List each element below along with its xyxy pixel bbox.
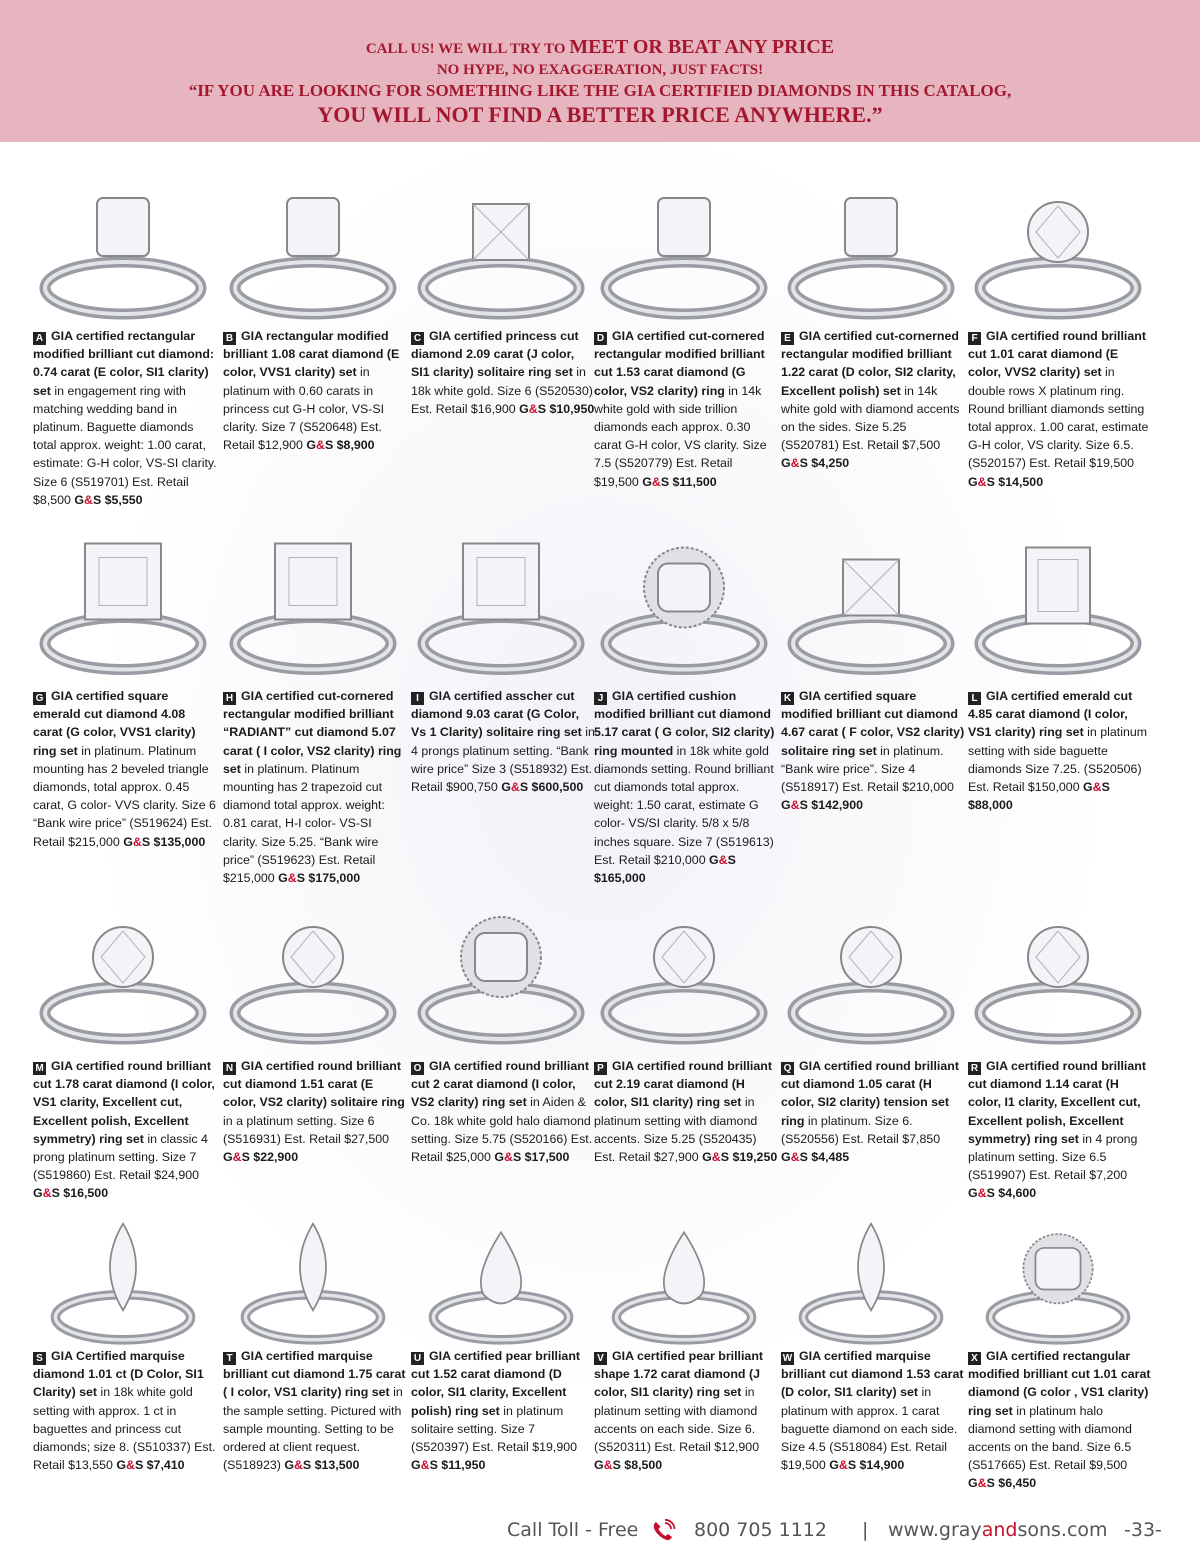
gs-logo-amp: & xyxy=(603,1458,613,1473)
gs-logo-g: G xyxy=(501,780,511,795)
item-price xyxy=(74,493,142,507)
ring-image-h xyxy=(223,518,403,683)
item-letter-badge: V xyxy=(594,1352,607,1365)
ring-image-l xyxy=(968,518,1148,683)
item-price-value: $17,500 xyxy=(521,1150,570,1165)
gs-logo-amp: & xyxy=(977,1476,987,1491)
ring-image-b xyxy=(223,165,403,325)
page-footer xyxy=(0,1512,1200,1552)
promo-banner xyxy=(0,0,1200,142)
ring-image-k xyxy=(781,518,961,683)
catalog-item-u xyxy=(411,1347,595,1474)
item-price-value: $7,410 xyxy=(143,1458,185,1473)
gs-logo-amp: & xyxy=(420,1458,430,1473)
item-details: in 18k white gold. Size 6 (S520530) Est. Retail $16,900 xyxy=(411,365,593,416)
item-details: in platinum solitaire setting. Size 7 (S520397) Est. Retail $19,900 xyxy=(411,1403,578,1455)
catalog-item-f xyxy=(968,327,1152,491)
item-title: GIA certified rectangular modified brilliant cut 1.01 carat diamond (G color , VS1 clarity) ring set xyxy=(968,1349,1151,1418)
gs-logo-s: S xyxy=(660,474,670,489)
catalog-item-x xyxy=(968,1347,1152,1493)
gs-logo-s: S xyxy=(302,1458,312,1473)
item-letter-badge: A xyxy=(33,332,46,345)
item-details: in engagement ring with matching wedding band in platinum. Baguette diamonds total approx. weight: 1.00 carat, estimate: G-H color, VS-SI clarity. Size 6 (S519701) Est. Retail $8,500 xyxy=(33,383,217,507)
item-details: in platinum with 0.60 carats in princess cut G-H color, VS-SI clarity. Size 7 (S520648) Est. Retail $12,900 xyxy=(223,365,385,453)
item-letter-badge: W xyxy=(782,1353,793,1364)
gs-logo-s: S xyxy=(612,1458,621,1473)
item-price-value: $600,500 xyxy=(528,780,584,795)
gs-logo-s: S xyxy=(1101,780,1110,795)
item-price xyxy=(781,1150,849,1164)
footer-call-label: Call Toll - Free xyxy=(507,1519,639,1541)
gs-logo-amp: & xyxy=(287,871,297,886)
item-price xyxy=(306,438,374,452)
gs-logo-amp: & xyxy=(510,780,520,795)
item-letter-badge: R xyxy=(968,1062,981,1075)
gs-logo-s: S xyxy=(51,1186,60,1201)
item-price xyxy=(829,1458,904,1472)
item-price xyxy=(411,1458,485,1472)
item-title: GIA certified marquise brilliant cut diamond 1.75 carat ( I color, VS1 clarity) ring set xyxy=(223,1349,406,1400)
gs-logo-g: G xyxy=(781,798,791,813)
catalog-item-v xyxy=(594,1347,778,1474)
gs-logo-g: G xyxy=(702,1150,712,1165)
item-details: in double rows X platinum ring. Round brilliant diamonds setting total approx. 1.00 carat, estimate G-H color, VS clarity. Size 6.5. (S520157) Est. Retail $19,500 xyxy=(968,365,1149,471)
ring-image-n xyxy=(223,890,403,1050)
gs-logo-s: S xyxy=(512,1150,522,1165)
ring-image-w xyxy=(781,1215,961,1345)
ring-image-x xyxy=(968,1215,1148,1345)
item-details: in 14k white gold with diamond accents on the sides. Size 5.25 (S520781) Est. Retail $7,500 xyxy=(781,383,960,453)
catalog-item-l xyxy=(968,687,1152,814)
item-details: in the sample setting. Pictured with sample mounting. Setting to be ordered at client request. (S518923) xyxy=(223,1385,403,1473)
gs-logo-s: S xyxy=(519,780,529,795)
gs-logo-amp: & xyxy=(790,798,800,813)
item-letter-badge: U xyxy=(411,1352,424,1365)
item-price-value: $14,500 xyxy=(994,474,1044,489)
item-price-value: $8,900 xyxy=(333,438,375,453)
item-price xyxy=(642,475,716,489)
item-letter-badge: P xyxy=(594,1062,607,1075)
catalog-item-d xyxy=(594,327,778,491)
item-price-value: $142,900 xyxy=(807,798,863,813)
item-price-value: $88,000 xyxy=(968,798,1013,813)
ring-image-i xyxy=(411,518,591,683)
item-letter-badge: K xyxy=(781,692,794,705)
gs-logo-amp: & xyxy=(42,1186,52,1201)
item-price-value: $13,500 xyxy=(311,1458,360,1473)
gs-logo-amp: & xyxy=(1092,780,1102,795)
gs-logo-amp: & xyxy=(504,1150,513,1165)
catalog-item-j xyxy=(594,687,778,887)
item-price-value: $4,250 xyxy=(807,456,850,471)
item-price xyxy=(781,798,863,812)
item-price-value: $11,950 xyxy=(437,1458,486,1473)
gs-logo-s: S xyxy=(720,1150,729,1165)
gs-logo-g: G xyxy=(284,1458,294,1473)
banner-line-4: YOU WILL NOT FIND A BETTER PRICE ANYWHERE.” xyxy=(317,102,883,127)
catalog-item-e xyxy=(781,327,965,473)
catalog-item-o xyxy=(411,1057,595,1166)
item-letter-badge: S xyxy=(33,1352,46,1365)
gs-logo-s: S xyxy=(324,438,334,453)
item-price-value: $14,900 xyxy=(856,1458,905,1473)
item-price xyxy=(594,1458,662,1472)
item-price-value: $11,500 xyxy=(669,474,717,489)
gs-logo-s: S xyxy=(241,1150,250,1165)
catalog-item-a xyxy=(33,327,217,509)
gs-logo-s: S xyxy=(847,1458,857,1473)
item-title: GIA certified round brilliant cut 2 carat diamond (I color, VS2 clarity) ring set xyxy=(411,1059,589,1110)
gs-logo-s: S xyxy=(92,492,102,507)
site-and: and xyxy=(981,1519,1018,1541)
item-price-value: $6,450 xyxy=(994,1476,1037,1491)
gs-logo-amp: & xyxy=(790,456,800,471)
item-title: GIA certified square modified brilliant cut diamond 4.67 carat ( F color, VS2 clarity) solitaire ring set xyxy=(781,689,965,758)
gs-logo-g: G xyxy=(278,871,288,886)
item-letter-badge: O xyxy=(411,1062,424,1075)
catalog-item-b xyxy=(223,327,407,454)
gs-logo-g: G xyxy=(968,474,978,489)
gs-logo-amp: & xyxy=(126,1458,135,1473)
gs-logo-amp: & xyxy=(711,1150,721,1165)
gs-logo-g: G xyxy=(223,1150,233,1165)
ring-image-a xyxy=(33,165,213,325)
ring-image-u xyxy=(411,1215,591,1345)
catalog-item-r xyxy=(968,1057,1152,1203)
item-details: in platinum. Platinum mounting has 2 beveled triangle diamonds, total approx. 0.45 carat, G color- VVS clarity. Size 6 “Bank wire price” (S519624) Est. Retail $215,000 xyxy=(33,743,216,849)
site-suffix: sons.com xyxy=(1017,1519,1108,1541)
gs-logo-g: G xyxy=(781,456,791,471)
item-letter-badge: L xyxy=(968,692,981,705)
item-price xyxy=(284,1458,359,1472)
gs-logo-g: G xyxy=(829,1458,839,1473)
item-letter-badge: B xyxy=(223,332,236,345)
item-price-value: $10,950 xyxy=(546,401,595,416)
item-title: GIA certified round brilliant cut diamond 1.51 carat (E color, VS2 clarity) solitaire ring xyxy=(223,1059,405,1110)
item-price xyxy=(123,835,205,849)
item-title: GIA certified cut-cornered rectangular modified brilliant “RADIANT” cut diamond 5.07 carat ( I color, VS2 clarity) ring set xyxy=(223,689,402,776)
item-title: GIA certified cushion modified brilliant cut diamond 5.17 carat ( G color, SI2 clarity) ring mounted xyxy=(594,689,775,758)
gs-logo-amp: & xyxy=(977,1186,987,1201)
item-price xyxy=(278,871,360,885)
item-details: in platinum. Platinum mounting has 2 trapezoid cut diamond total approx. weight: 0.81 carat, H-I color- VS-SI clarity. Size 5.25. “Bank wire price” (S519623) Est. Retail $215,000 xyxy=(223,761,385,886)
item-details: in Aiden & Co. 18k white gold halo diamond setting. Size 5.75 (S520166) Est. Retail $25,000 xyxy=(411,1095,593,1165)
catalog-item-w xyxy=(781,1347,965,1474)
item-price-value: $4,600 xyxy=(994,1186,1037,1201)
gs-logo-amp: & xyxy=(651,474,661,489)
gs-logo-g: G xyxy=(781,1150,791,1165)
item-details: in 18k white gold setting with approx. 1 ct in baguettes and princess cut diamonds; size 8. (S510337) Est. Retail $13,550 xyxy=(33,1385,216,1473)
phone-icon xyxy=(650,1519,678,1543)
item-details: in 4 prong platinum setting. Size 6.5 (S519907) Est. Retail $7,200 xyxy=(968,1131,1138,1183)
gs-logo-amp: & xyxy=(718,852,728,867)
gs-logo-g: G xyxy=(968,1476,978,1491)
item-title: GIA certified round brilliant cut 1.78 carat diamond (I color, VS1 clarity, Excellent cut, Excellent polish, Excellent symmetry) ring set xyxy=(33,1059,215,1146)
item-title: GIA certified round brilliant cut diamond 1.14 carat (H color, I1 clarity, Excellent cut, Excellent polish, Excellent symmetry) ring set xyxy=(968,1059,1146,1146)
gs-logo-g: G xyxy=(494,1150,504,1165)
page-number: -33- xyxy=(1124,1519,1162,1541)
ring-image-q xyxy=(781,890,961,1050)
gs-logo-s: S xyxy=(141,834,151,849)
item-price-value: $135,000 xyxy=(150,834,206,849)
gs-logo-amp: & xyxy=(838,1458,848,1473)
gs-logo-s: S xyxy=(799,798,808,813)
ring-image-f xyxy=(968,165,1148,325)
item-title: GIA certified cut-cornered rectangular modified brilliant cut 1.53 carat diamond (G color, VS2 clarity) ring xyxy=(594,329,765,398)
gs-logo-s: S xyxy=(727,852,736,867)
ring-image-s xyxy=(33,1215,213,1345)
item-price-value: $175,000 xyxy=(304,871,361,886)
item-price xyxy=(33,1186,108,1200)
gs-logo-amp: & xyxy=(528,401,538,416)
ring-image-c xyxy=(411,165,591,325)
item-details: in 4 prongs platinum setting. “Bank wire price” Size 3 (S518932) Est. Retail $900,750 xyxy=(411,725,595,795)
gs-logo-s: S xyxy=(799,456,808,471)
ring-image-g xyxy=(33,518,213,683)
item-details: in 18k white gold diamonds setting. Round brilliant cut diamonds total approx. weight: 1.50 carat, estimate G color- VS/SI clarity. 5/8 x 5/8 inches square. Size 7 (S519613) Est. Retail $210,000 xyxy=(594,743,774,867)
item-price xyxy=(968,475,1043,489)
item-price xyxy=(781,456,849,470)
item-letter-badge: G xyxy=(33,692,46,705)
item-title: GIA certified pear brilliant cut 1.52 carat diamond (D color, SI1 clarity, Excellent polish) ring set xyxy=(411,1349,581,1418)
item-details: in platinum setting with side baguette diamonds Size 7.25. (S520506) Est. Retail $150,000 xyxy=(968,725,1148,795)
gs-logo-amp: & xyxy=(293,1458,303,1473)
site-prefix: www.gray xyxy=(888,1519,982,1541)
gs-logo-s: S xyxy=(986,1476,995,1491)
catalog-item-h xyxy=(223,687,407,887)
item-title: GIA Certified marquise diamond 1.01 ct (D Color, SI1 Clarity) set xyxy=(33,1349,204,1400)
item-details: in platinum setting with diamond accents on each side. Size 6. (S520311) Est. Retail $12,900 xyxy=(594,1385,760,1455)
footer-phone-number[interactable]: 800 705 1112 xyxy=(694,1519,827,1541)
item-details: in platinum setting with diamond accents. Size 5.25 (S520435) Est. Retail $27,900 xyxy=(594,1095,758,1165)
gs-logo-g: G xyxy=(968,1186,978,1201)
item-title: GIA rectangular modified brilliant 1.08 carat diamond (E color, VVS1 clarity) set xyxy=(223,329,400,380)
ring-image-j xyxy=(594,518,774,683)
item-title: GIA certified square emerald cut diamond 4.08 carat (G color, VVS1 clarity) ring set xyxy=(33,689,196,758)
banner-line-1-emphasis: MEET OR BEAT ANY PRICE xyxy=(569,36,835,58)
footer-separator: | xyxy=(862,1519,869,1541)
item-title: GIA certified pear brilliant shape 1.72 carat diamond (J color, SI1 clarity) ring set xyxy=(594,1349,764,1400)
item-title: GIA certified round brilliant cut 1.01 carat diamond (E color, VVS2 clarity) set xyxy=(968,329,1146,380)
item-title: GIA certified princess cut diamond 2.09 carat (J color, SI1 clarity) solitaire ring set xyxy=(411,329,579,380)
item-letter-badge: T xyxy=(223,1352,236,1365)
gs-logo-g: G xyxy=(1083,780,1093,795)
item-price xyxy=(968,1186,1036,1200)
catalog-item-m xyxy=(33,1057,217,1203)
item-details: in platinum. Size 6. (S520556) Est. Retail $7,850 xyxy=(781,1113,941,1146)
item-title: GIA certified marquise brilliant cut diamond 1.53 carat (D color, SI1 clarity) set xyxy=(781,1349,964,1400)
gs-logo-g: G xyxy=(709,852,719,867)
item-price xyxy=(116,1458,184,1472)
gs-logo-amp: & xyxy=(83,492,93,507)
banner-line-1 xyxy=(0,36,1200,60)
item-price-value: $165,000 xyxy=(594,871,646,886)
gs-logo-g: G xyxy=(594,1458,604,1473)
item-details: in 14k white gold with side trillion diamonds each approx. 0.30 carat G-H color, VS clarity. Size 7.5 (S520779) Est. Retail $19,500 xyxy=(594,383,767,489)
item-price xyxy=(968,1476,1036,1490)
item-price xyxy=(702,1150,777,1164)
item-details: in platinum with approx. 1 carat baguette diamond on each side. Size 4.5 (S518084) Est. Retail $19,500 xyxy=(781,1385,958,1473)
item-letter-badge: D xyxy=(594,332,607,345)
item-price-value: $5,550 xyxy=(101,492,143,507)
item-letter-badge: H xyxy=(223,692,236,705)
item-letter-badge: F xyxy=(968,332,981,345)
item-price-value: $8,500 xyxy=(620,1458,663,1473)
catalog-item-i xyxy=(411,687,595,796)
catalog-item-t xyxy=(223,1347,407,1474)
banner-line-2: NO HYPE, NO EXAGGERATION, JUST FACTS! xyxy=(436,62,764,78)
catalog-item-p xyxy=(594,1057,778,1166)
item-price xyxy=(519,402,594,416)
gs-logo-g: G xyxy=(306,438,316,453)
gs-logo-g: G xyxy=(519,401,529,416)
ring-image-o xyxy=(411,890,591,1050)
item-letter-badge: E xyxy=(781,332,794,345)
item-price xyxy=(501,780,583,794)
catalog-item-q xyxy=(781,1057,965,1166)
item-price-value: $19,250 xyxy=(729,1150,778,1165)
catalog-item-n xyxy=(223,1057,407,1166)
item-details: in classic 4 prong platinum setting. Size 7 (S519860) Est. Retail $24,900 xyxy=(33,1131,208,1183)
item-price xyxy=(494,1150,569,1164)
gs-logo-s: S xyxy=(537,401,546,416)
catalog-item-k xyxy=(781,687,965,814)
item-price-value: $16,500 xyxy=(59,1186,109,1201)
item-price-value: $4,485 xyxy=(807,1150,850,1165)
footer-website-link[interactable] xyxy=(888,1512,1108,1548)
item-details: in platinum halo diamond setting with diamond accents on the band. Size 6.5 (S517665) Est. Retail $9,500 xyxy=(968,1403,1132,1473)
item-letter-badge: N xyxy=(223,1062,236,1075)
ring-image-t xyxy=(223,1215,403,1345)
catalog-item-c xyxy=(411,327,595,418)
banner-line-1-prefix: CALL US! WE WILL TRY TO xyxy=(365,41,570,57)
ring-image-r xyxy=(968,890,1148,1050)
gs-logo-g: G xyxy=(74,492,84,507)
item-title: GIA certified round brilliant cut diamond 1.05 carat (H color, SI2 clarity) tension set ring xyxy=(781,1059,959,1128)
item-price-value: $22,900 xyxy=(249,1150,299,1165)
item-letter-badge: M xyxy=(33,1062,46,1075)
gs-logo-g: G xyxy=(116,1458,126,1473)
gs-logo-amp: & xyxy=(232,1150,242,1165)
item-letter-badge: X xyxy=(968,1352,981,1365)
ring-image-p xyxy=(594,890,774,1050)
gs-logo-amp: & xyxy=(790,1150,800,1165)
item-title: GIA certified emerald cut 4.85 carat diamond (I color, VS1 clarity) ring set xyxy=(968,689,1133,740)
item-letter-badge: I xyxy=(411,692,424,705)
gs-logo-amp: & xyxy=(977,474,987,489)
item-title: GIA certified rectangular modified brilliant cut diamond: 0.74 carat (E color, SI1 clarity) set xyxy=(33,329,215,398)
gs-logo-s: S xyxy=(296,871,305,886)
ring-image-m xyxy=(33,890,213,1050)
item-title: GIA certified asscher cut diamond 9.03 carat (G Color, Vs 1 Clarity) solitaire ring set xyxy=(411,689,582,740)
banner-line-3: “IF YOU ARE LOOKING FOR SOMETHING LIKE THE GIA CERTIFIED DIAMONDS IN THIS CATALOG, xyxy=(188,81,1012,100)
catalog-item-s xyxy=(33,1347,217,1474)
ring-image-e xyxy=(781,165,961,325)
item-details: in a platinum setting. Size 6 (S516931) Est. Retail $27,500 xyxy=(223,1113,390,1146)
item-letter-badge: Q xyxy=(781,1062,794,1075)
item-title: GIA certified cut-cornerned rectangular modified brilliant 1.22 carat (D color, SI2 clarity, Excellent polish) set xyxy=(781,329,959,398)
gs-logo-g: G xyxy=(411,1458,421,1473)
gs-logo-g: G xyxy=(33,1186,43,1201)
gs-logo-s: S xyxy=(986,1186,995,1201)
gs-logo-amp: & xyxy=(132,834,142,849)
catalog-item-g xyxy=(33,687,217,851)
gs-logo-s: S xyxy=(429,1458,438,1473)
item-price xyxy=(223,1150,298,1164)
gs-logo-s: S xyxy=(134,1458,144,1473)
gs-logo-s: S xyxy=(986,474,995,489)
item-letter-badge: C xyxy=(411,332,424,345)
item-letter-badge: J xyxy=(594,692,607,705)
gs-logo-amp: & xyxy=(316,438,325,453)
item-details: in platinum. “Bank wire price”. Size 4 (S518917) Est. Retail $210,000 xyxy=(781,743,954,795)
gs-logo-g: G xyxy=(123,834,133,849)
ring-image-v xyxy=(594,1215,774,1345)
gs-logo-s: S xyxy=(799,1150,808,1165)
item-title: GIA certified round brilliant cut 2.19 carat diamond (H color, SI1 clarity) ring set xyxy=(594,1059,772,1110)
gs-logo-g: G xyxy=(642,474,652,489)
ring-image-d xyxy=(594,165,774,325)
